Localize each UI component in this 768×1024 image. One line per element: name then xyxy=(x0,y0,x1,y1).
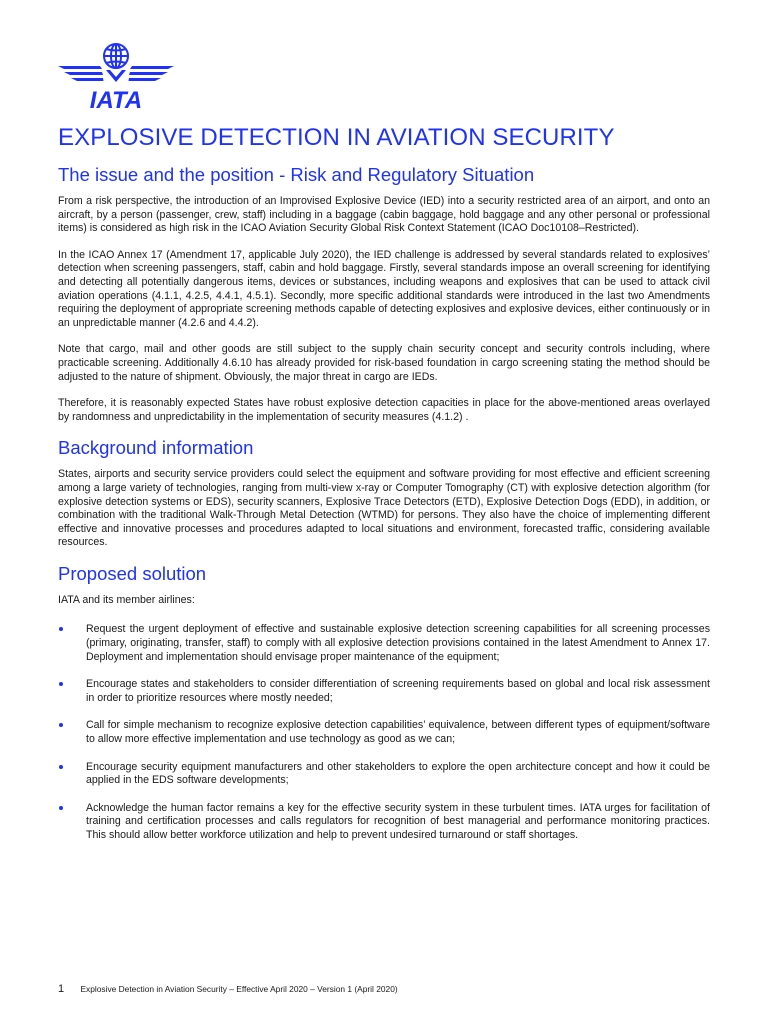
paragraph: In the ICAO Annex 17 (Amendment 17, applicable July 2020), the IED challenge is addressed by several standards related to explosives’ detection when screening passengers, staff, cabin and hold baggage. Firstly, several standards impose an overall screening for identifying and detecting all potentially dangerous items, devices or substances, including weapons and explosives that can be used to attack civil aviation operations (4.1.1, 4.2.5, 4.4.1, 4.5.1). Secondly, more specific additional standards were introduced in the last two Amendments requiring the deployment of appropriate screening methods capable of detecting explosives and explosive devices, either continuously or in an unpredictable manner (4.2.6 and 4.4.2). xyxy=(58,248,710,329)
section-heading: Proposed solution xyxy=(58,562,207,584)
bullet-icon xyxy=(59,682,63,686)
list-item xyxy=(58,802,710,843)
paragraph: States, airports and security service providers could select the equipment and software providing for most effective and efficient screening among a large variety of technologies, ranging from multi-view x-ray or Computer Tomography (CT) with explosive detection algorithm (for explosive detection systems or EDS), security scanners, Explosive Trace Detectors (ETD), Explosive Detection Dogs (EDD), in addition, or combination with the traditional Walk-Through Metal Detection (WTMD) for persons. They also have the choice of implementing different effective and innovative processes and procedures adapted to local situations and environment, forecasted traffic, considering available resources. xyxy=(58,468,710,549)
page-footer xyxy=(58,983,398,995)
logo-wordmark: IATA xyxy=(89,87,143,110)
iata-logo xyxy=(56,38,176,110)
list-item xyxy=(58,623,710,664)
paragraph-intro: IATA and its member airlines: xyxy=(58,593,195,606)
list-item xyxy=(58,761,710,788)
list-item-text: Encourage security equipment manufacturers and other stakeholders to explore the open architecture concept and how it could be applied in the EDS software developments; xyxy=(86,760,710,787)
list-item-text: Encourage states and stakeholders to consider differentiation of screening requirements based on global and local risk assessment in order to prioritize resources where mostly needed; xyxy=(86,678,710,704)
section-issue-position xyxy=(58,164,710,424)
list-item xyxy=(58,719,710,746)
footer-text: Explosive Detection in Aviation Security – Effective April 2020 – Version 1 (April 2020) xyxy=(80,984,398,994)
page-title: EXPLOSIVE DETECTION IN AVIATION SECURITY xyxy=(58,124,615,151)
document-body xyxy=(58,124,710,857)
list-item-text: Acknowledge the human factor remains a key for the effective security system in these turbulent times. IATA urges for facilitation of training and certification processes and calls regulators for recognition of best managerial and performance monitoring practices. This should allow better workforce utilization and help to prevent undesired turnaround or staff shortages. xyxy=(86,801,710,841)
section-background xyxy=(58,437,710,550)
section-heading: The issue and the position - Risk and Regulatory Situation xyxy=(58,164,535,185)
bullet-icon xyxy=(59,765,63,769)
section-proposed-solution xyxy=(58,563,710,843)
page-number: 1 xyxy=(58,983,65,995)
paragraph: Therefore, it is reasonably expected States have robust explosive detection capacities in place for the above-mentioned areas overlayed by randomness and unpredictability in the implementation of security measures (4.1.2) . xyxy=(58,397,710,423)
list-item-text: Call for simple mechanism to recognize explosive detection capabilities’ equivalence, between different types of equipment/software to allow more effective implementation and use technology as good as we can; xyxy=(86,719,710,746)
list-item-text: Request the urgent deployment of effective and sustainable explosive detection screening capabilities for all screening processes (primary, originating, transfer, staff) to comply with all explosive detection provisions contained in the latest Amendment to Annex 17. Deployment and implementation should envisage proper maintenance of the equipment; xyxy=(86,623,710,663)
paragraph: From a risk perspective, the introduction of an Improvised Explosive Device (IED) into a security restricted area of an airport, and onto an aircraft, by a person (passenger, crew, staff) including in a baggage (cabin baggage, hold baggage and any other personal or professional items) is considered as high risk in the ICAO Aviation Security Global Risk Context Statement (ICAO Doc10108–Restricted). xyxy=(58,195,710,235)
section-heading: Background information xyxy=(58,437,254,459)
bullet-icon xyxy=(59,806,63,810)
paragraph: Note that cargo, mail and other goods are still subject to the supply chain security concept and security controls including, where practicable screening. Additionally 4.6.10 has already provided for risk-based foundation in cargo screening stating the method should be adjusted to the nature of shipment. Obviously, the major threat in cargo are IEDs. xyxy=(58,343,710,383)
bullet-icon xyxy=(59,723,63,727)
list-item xyxy=(58,678,710,705)
solution-list xyxy=(58,623,710,842)
bullet-icon xyxy=(59,627,63,631)
